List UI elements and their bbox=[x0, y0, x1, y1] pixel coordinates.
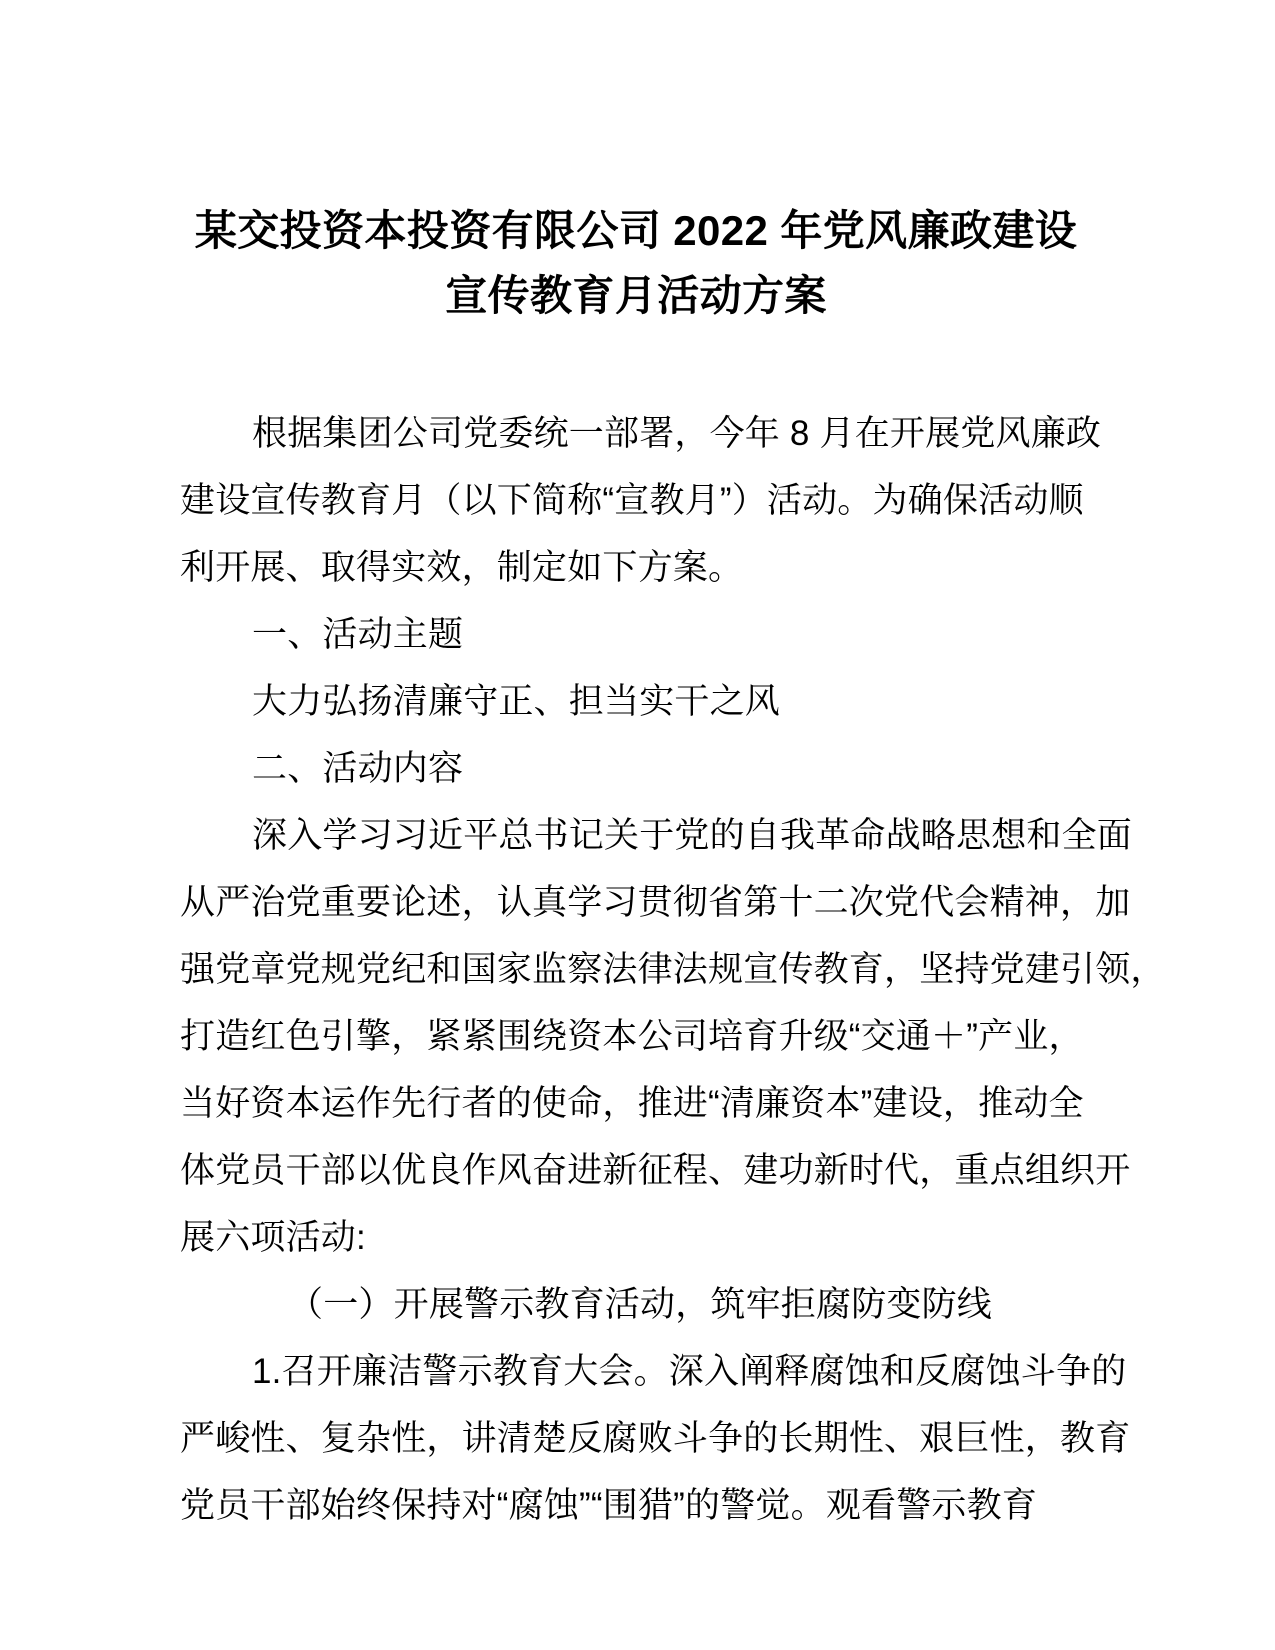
text-line: 展六项活动: bbox=[180, 1218, 366, 1257]
text-line: 从严治党重要论述，认真学习贯彻省第十二次党代会精神，加 bbox=[180, 883, 1131, 922]
section-heading-1 bbox=[180, 601, 1092, 668]
text-line: 一、活动主题 bbox=[252, 615, 464, 654]
document-body bbox=[180, 400, 1166, 1539]
title-line-2: 宣传教育月活动方案 bbox=[445, 272, 827, 319]
paragraph-content-body bbox=[180, 802, 1166, 1271]
text-line: 大力弘扬清廉守正、担当实干之风 bbox=[252, 682, 781, 721]
section-heading-2 bbox=[180, 735, 1092, 802]
text-line: 二、活动内容 bbox=[252, 749, 464, 788]
text-line: 强党章党规党纪和国家监察法律法规宣传教育，坚持党建引领， bbox=[180, 950, 1166, 989]
text-line: 党员干部始终保持对“腐蚀”“围猎”的警觉。观看警示教育 bbox=[180, 1486, 1038, 1525]
text-line: 体党员干部以优良作风奋进新征程、建功新时代，重点组织开 bbox=[180, 1151, 1131, 1190]
title-line-1: 某交投资本投资有限公司 2022 年党风廉政建设 bbox=[194, 207, 1078, 254]
text-line: 根据集团公司党委统一部署，今年 8 月在开展党风廉政 bbox=[252, 414, 1102, 453]
text-line: 深入学习习近平总书记关于党的自我革命战略思想和全面 bbox=[252, 816, 1133, 855]
paragraph-intro bbox=[180, 400, 1102, 601]
text-line: 利开展、取得实效，制定如下方案。 bbox=[180, 548, 744, 587]
text-line: 当好资本运作先行者的使命，推进“清廉资本”建设，推动全 bbox=[180, 1084, 1084, 1123]
text-line: 严峻性、复杂性，讲清楚反腐败斗争的长期性、艰巨性，教育 bbox=[180, 1419, 1131, 1458]
page-title bbox=[180, 0, 1092, 328]
text-line: 建设宣传教育月（以下简称“宣教月”）活动。为确保活动顺 bbox=[180, 481, 1084, 520]
text-line: 打造红色引擎，紧紧围绕资本公司培育升级“交通＋”产业， bbox=[180, 1017, 1084, 1056]
text-line: 1.召开廉洁警示教育大会。深入阐释腐蚀和反腐蚀斗争的 bbox=[252, 1352, 1127, 1391]
numbered-item-1 bbox=[180, 1338, 1131, 1539]
paragraph-theme bbox=[180, 668, 1092, 735]
document-content bbox=[180, 0, 1166, 1539]
text-line: （一）开展警示教育活动，筑牢拒腐防变防线 bbox=[288, 1285, 993, 1324]
sub-heading-1 bbox=[180, 1271, 1092, 1338]
